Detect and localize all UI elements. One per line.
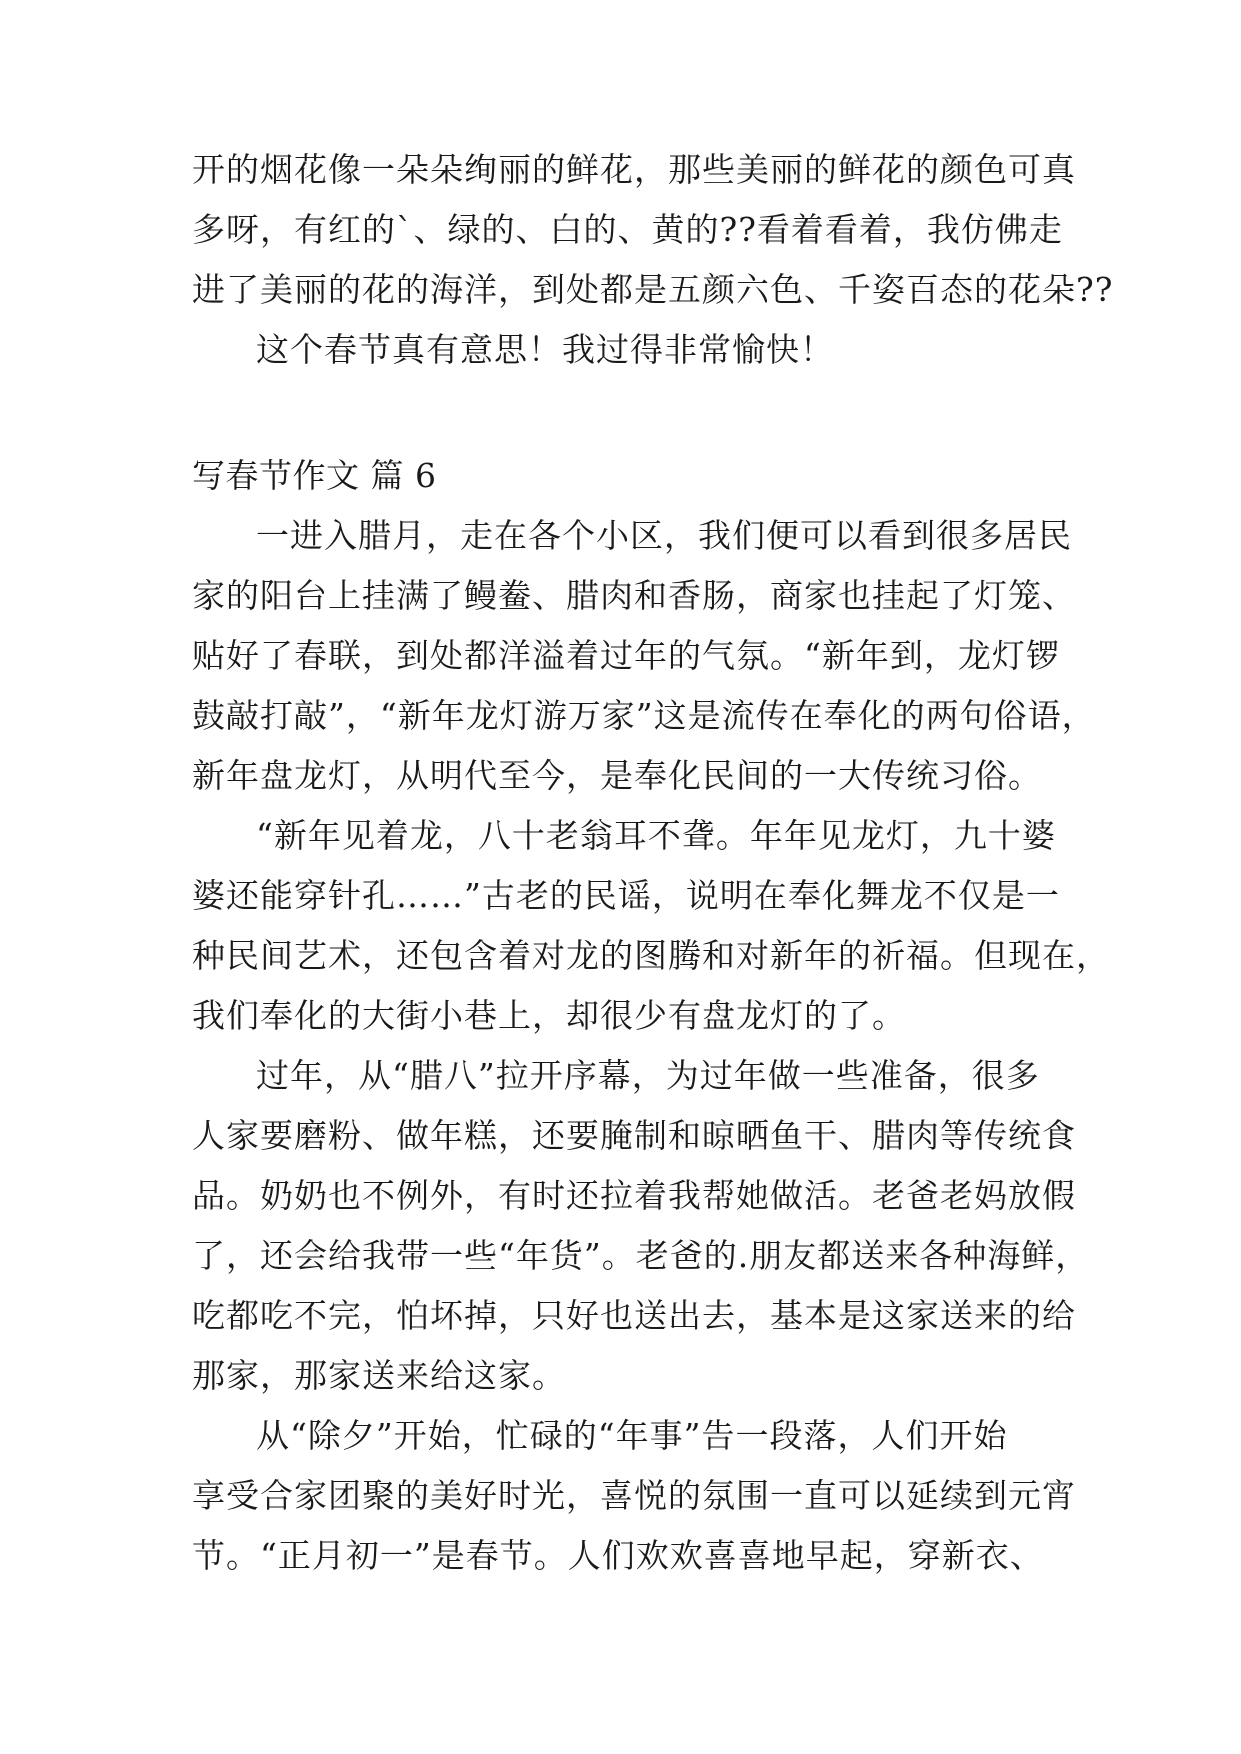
text-line: 了，还会给我带一些“年货”。老爸的.朋友都送来各种海鲜，: [192, 1236, 1090, 1275]
text-line: 种民间艺术，还包含着对龙的图腾和对新年的祈福。但现在，: [192, 936, 1110, 975]
text-line: 从“除夕”开始，忙碌的“年事”告一段落，人们开始: [256, 1416, 1008, 1455]
text-line: 吃都吃不完，怕坏掉，只好也送出去，基本是这家送来的给: [192, 1296, 1076, 1335]
text-line: “新年见着龙，八十老翁耳不聋。年年见龙灯，九十婆: [256, 816, 1056, 855]
text-line: 贴好了春联，到处都洋溢着过年的气氛。“新年到，龙灯锣: [192, 636, 1060, 675]
text-line: 那家，那家送来给这家。: [192, 1356, 566, 1395]
text-line: 享受合家团聚的美好时光，喜悦的氛围一直可以延续到元宵: [192, 1476, 1076, 1515]
text-line: 过年，从“腊八”拉开序幕，为过年做一些准备，很多: [256, 1056, 1040, 1095]
text-line: 开的烟花像一朵朵绚丽的鲜花，那些美丽的鲜花的颜色可真: [192, 150, 1076, 189]
text-line: 新年盘龙灯，从明代至今，是奉化民间的一大传统习俗。: [192, 756, 1042, 795]
text-line: 我们奉化的大街小巷上，却很少有盘龙灯的了。: [192, 996, 906, 1035]
text-line: 家的阳台上挂满了鳗鲞、腊肉和香肠，商家也挂起了灯笼、: [192, 576, 1076, 615]
text-line: 品。奶奶也不例外，有时还拉着我帮她做活。老爸老妈放假: [192, 1176, 1076, 1215]
text-line: 多呀，有红的`、绿的、白的、黄的??看着看着，我仿佛走: [192, 210, 1063, 249]
text-line: 进了美丽的花的海洋，到处都是五颜六色、千姿百态的花朵??: [192, 270, 1114, 309]
text-line: 这个春节真有意思！我过得非常愉快！: [256, 330, 834, 369]
text-line: 鼓敲打敲”，“新年龙灯游万家”这是流传在奉化的两句俗语，: [192, 696, 1096, 735]
text-line: 一进入腊月，走在各个小区，我们便可以看到很多居民: [256, 516, 1072, 555]
text-line: 人家要磨粉、做年糕，还要腌制和晾晒鱼干、腊肉等传统食: [192, 1116, 1076, 1155]
section-heading: 写春节作文 篇 6: [192, 456, 437, 495]
text-line: 婆还能穿针孔……”古老的民谣，说明在奉化舞龙不仅是一: [192, 876, 1060, 915]
text-line: 节。“正月初一”是春节。人们欢欢喜喜地早起，穿新衣、: [192, 1536, 1044, 1575]
